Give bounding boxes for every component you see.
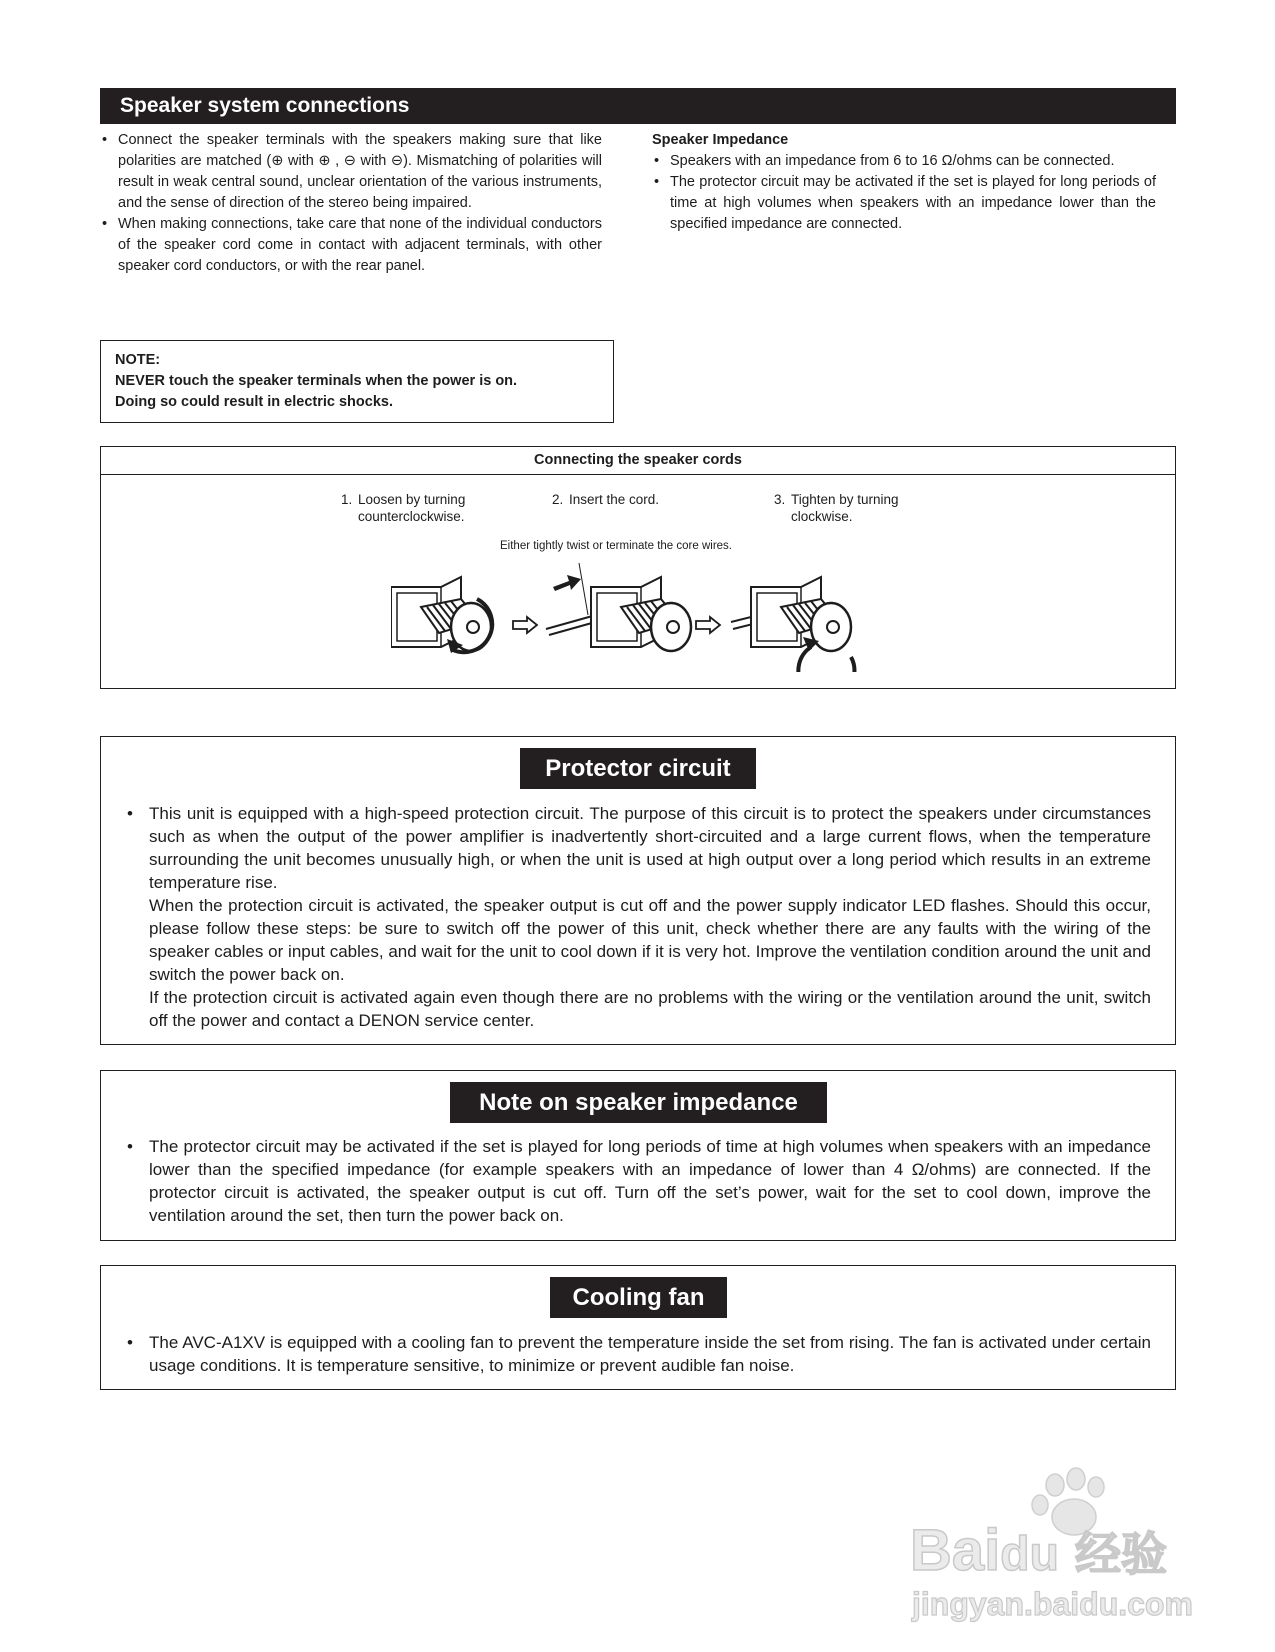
arrow-right-icon xyxy=(513,617,537,633)
watermark-url: jingyan.baidu.com xyxy=(912,1586,1193,1622)
list-item: • The protector circuit may be activated if the set is played for long periods of time at high volumes when speakers with an impedance lower than the specified impedance are connected. xyxy=(652,172,1156,235)
paragraph: • This unit is equipped with a high-speed protection circuit. The purpose of this circuit is to protect the speakers under circumstances such as when the output of the power amplifier is inadvertently short-circuited and a large current flows, when the temperature surrounding the unit becomes unusually high, or when the unit is used at high output over a long period which results in an extreme temperature rise. xyxy=(149,804,1151,892)
step-number: 2. xyxy=(552,492,564,507)
list-item: • The protector circuit may be activated if the set is played for long periods of time at high volumes when speakers with an impedance lower than the specified impedance (for example speakers with an impedance of lower than 4 Ω/ohms) are connected. If the protector circuit is activated, the speaker output is cut off. Turn off the set’s power, wait for the set to cool down, improve the ventilation around the set, then turn the power back on. xyxy=(125,1135,1151,1227)
terminal-step-1-icon xyxy=(391,577,492,653)
step-3-caption xyxy=(774,491,899,525)
figure-title: Connecting the speaker cords xyxy=(101,447,1175,475)
speaker-impedance-note-section xyxy=(100,1070,1176,1241)
watermark-brand xyxy=(910,1518,1059,1583)
speaker-impedance-column xyxy=(652,130,1156,235)
step-text: Tighten by turning xyxy=(791,492,899,507)
paragraph: When the protection circuit is activated, the speaker output is cut off and the power supply indicator LED flashes. Should this occur, please follow these steps: be sure to switch off the power of this unit, check whether there are any faults with the wiring of the speaker cables or input cables, and wait for the unit to cool down if it is very hot. Improve the ventilation condition around the unit and switch the power back on. xyxy=(149,896,1151,984)
note-label: NOTE: xyxy=(115,352,161,368)
note-line: Doing so could result in electric shocks. xyxy=(115,394,393,410)
terminal-step-2-icon xyxy=(591,577,691,651)
note-box xyxy=(100,340,614,423)
arrow-right-icon xyxy=(696,617,720,633)
step-text: Loosen by turning xyxy=(358,492,466,507)
step-1-caption xyxy=(341,491,465,525)
speaker-connections-left-column xyxy=(100,130,602,277)
step-number: 3. xyxy=(774,492,786,507)
step-text: counterclockwise. xyxy=(358,509,465,524)
step-2-caption xyxy=(552,491,659,508)
speaker-impedance-note-title: Note on speaker impedance xyxy=(450,1082,827,1123)
list-item: • When making connections, take care that none of the individual conductors of the speaker cord come in contact with adjacent terminals, with other speaker cord conductors, or with the rear panel. xyxy=(100,214,602,277)
twist-note: Either tightly twist or terminate the core wires. xyxy=(500,540,732,552)
list-item: • The AVC-A1XV is equipped with a cooling fan to prevent the temperature inside the set from rising. The fan is activated under certain usage conditions. It is temperature sensitive, to minimize or prevent audible fan noise. xyxy=(125,1331,1151,1377)
paragraph: If the protection circuit is activated again even though there are no problems with the wiring or the ventilation around the unit, switch off the power and contact a DENON service center. xyxy=(149,988,1151,1030)
step-number: 1. xyxy=(341,492,353,507)
watermark-brand-latin: Bai xyxy=(910,1518,1001,1583)
watermark-brand-latin2: du xyxy=(1000,1528,1059,1581)
paw-icon xyxy=(1046,1474,1064,1496)
speaker-terminal-illustration xyxy=(391,557,991,672)
note-line: NEVER touch the speaker terminals when the power is on. xyxy=(115,373,518,389)
speaker-impedance-heading: Speaker Impedance xyxy=(652,132,789,148)
list-item xyxy=(125,802,1151,1032)
protector-circuit-title: Protector circuit xyxy=(520,748,756,789)
list-item: • Connect the speaker terminals with the speakers making sure that like polarities are matched (⊕ with ⊕ , ⊖ with ⊖). Mismatching of polarities will result in weak central sound, unclear orientation of the various instruments, and the sense of direction of the stereo being impaired. xyxy=(100,130,602,214)
figure-connecting-speaker-cords xyxy=(100,446,1176,689)
list-item: • Speakers with an impedance from 6 to 16 Ω/ohms can be connected. xyxy=(652,151,1156,172)
speaker-impedance-note-body xyxy=(125,1135,1151,1227)
cooling-fan-section xyxy=(100,1265,1176,1390)
baidu-watermark xyxy=(900,1455,1200,1635)
protector-circuit-body xyxy=(125,802,1151,1032)
protector-circuit-section xyxy=(100,736,1176,1045)
step-text: Insert the cord. xyxy=(569,492,660,507)
section-title-speaker-connections: Speaker system connections xyxy=(100,88,1176,124)
cooling-fan-body xyxy=(125,1331,1151,1377)
step-text: clockwise. xyxy=(791,509,853,524)
watermark-brand-cjk: 经验 xyxy=(1075,1527,1167,1581)
terminal-step-3-icon xyxy=(731,577,854,672)
cooling-fan-title: Cooling fan xyxy=(550,1277,727,1318)
